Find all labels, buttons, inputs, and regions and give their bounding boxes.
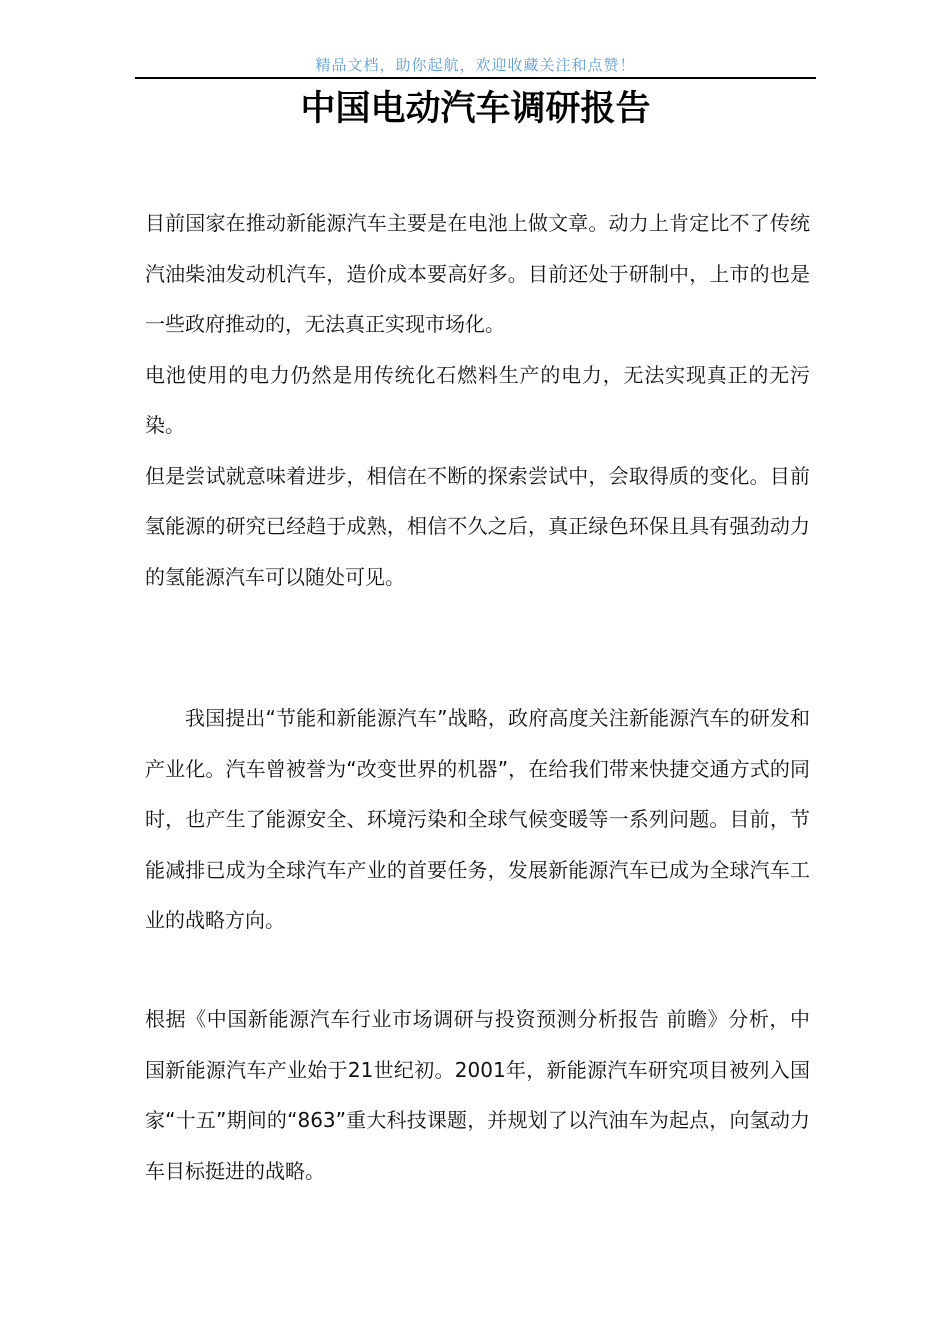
paragraph-industry-history: 根据《中国新能源汽车行业市场调研与投资预测分析报告 前瞻》分析，中国新能源汽车产业始于21世纪初。2001年，新能源汽车研究项目被列入国家“十五”期间的“863”重大科技课题，并规划了以汽油车为起点，向氢动力车目标挺进的战略。 bbox=[145, 1007, 810, 1183]
paragraph-hydrogen-outlook: 但是尝试就意味着进步，相信在不断的探索尝试中，会取得质的变化。目前氢能源的研究已经趋于成熟，相信不久之后，真正绿色环保且具有强劲动力的氢能源汽车可以随处可见。 bbox=[145, 463, 810, 589]
paragraph-group-strategy bbox=[145, 693, 810, 946]
paragraph-battery-focus: 目前国家在推动新能源汽车主要是在电池上做文章。动力上肯定比不了传统汽油柴油发动机汽车，造价成本要高好多。目前还处于研制中，上市的也是一些政府推动的，无法真正实现市场化。 bbox=[145, 211, 810, 336]
paragraph-group-intro bbox=[145, 198, 810, 602]
paragraph-group-history bbox=[145, 994, 810, 1196]
paragraph-national-strategy: 我国提出“节能和新能源汽车”战略，政府高度关注新能源汽车的研发和产业化。汽车曾被誉为“改变世界的机器”，在给我们带来快捷交通方式的同时，也产生了能源安全、环境污染和全球气候变暖等一系列问题。目前，节能减排已成为全球汽车产业的首要任务，发展新能源汽车已成为全球汽车工业的战略方向。 bbox=[145, 706, 810, 932]
header-divider bbox=[135, 77, 816, 79]
document-title: 中国电动汽车调研报告 bbox=[300, 88, 651, 129]
header-note: 精品文档，助你起航，欢迎收藏关注和点赞！ bbox=[315, 56, 636, 74]
paragraph-power-source: 电池使用的电力仍然是用传统化石燃料生产的电力，无法实现真正的无污染。 bbox=[145, 362, 810, 437]
